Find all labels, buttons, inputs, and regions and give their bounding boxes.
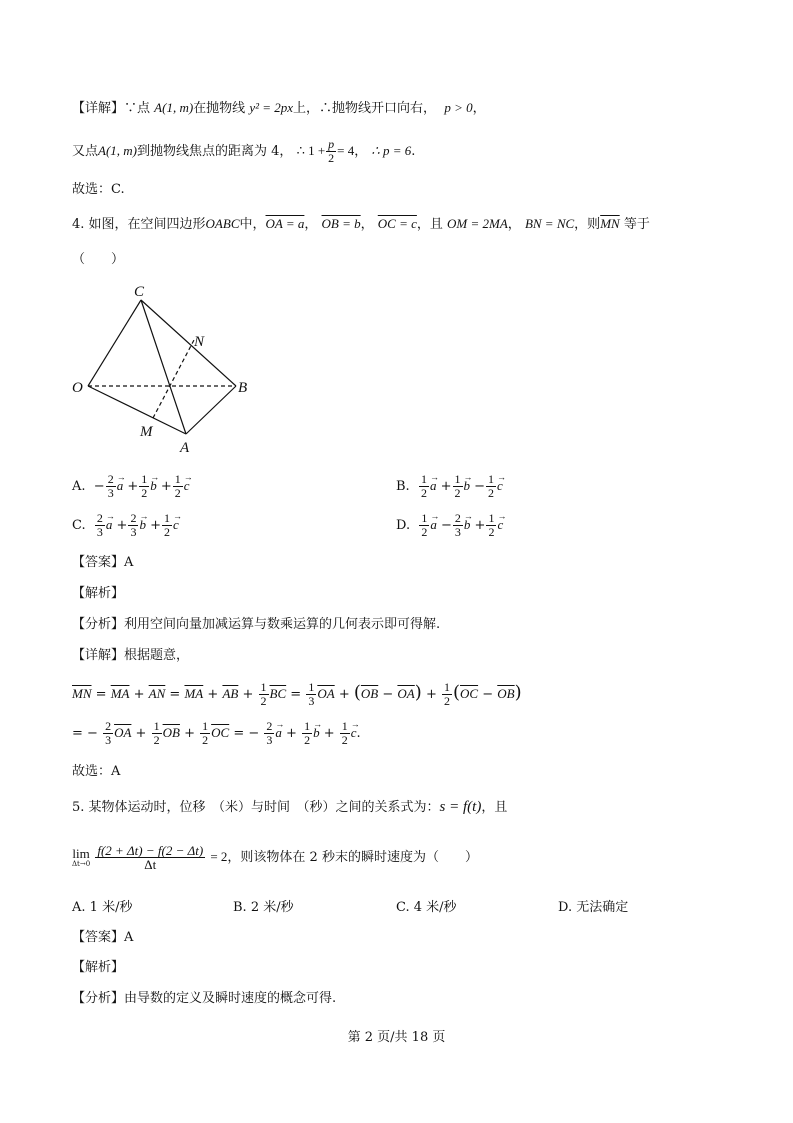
edge-OA <box>88 386 186 434</box>
option-B[interactable]: B. $\frac{1}{2}$ → a + $\frac{1}{2}$ → b − $\frac{1}{2}$ → c <box>396 470 503 503</box>
q5-option-B[interactable]: B. 2 米/秒 <box>233 900 294 915</box>
label-M: M <box>140 424 153 440</box>
q5-stem: 5. 某物体运动时，位移 （米）与时间 （秒）之间的关系式为：s = f(t)，且 <box>72 799 508 815</box>
q5-option-D[interactable]: D. 无法确定 <box>558 900 629 915</box>
option-A[interactable]: A. − $\frac{2}{3}$ → a + $\frac{1}{2}$ → b + $\frac{1}{2}$ → c <box>72 470 190 503</box>
q5-fenxi: 【分析】由导数的定义及瞬时速度的概念可得. <box>72 991 337 1006</box>
q4-detail: 【详解】根据题意， <box>72 648 190 663</box>
tetrahedron-figure <box>70 280 260 460</box>
segment-MN <box>153 340 194 418</box>
label-N: N <box>194 334 205 350</box>
q5-analysis-tag: 【解析】 <box>72 960 125 975</box>
q5-answer: 【答案】A <box>72 930 134 945</box>
edge-OC <box>88 300 141 386</box>
q3-answer: 故选：C. <box>72 182 125 197</box>
option-D[interactable]: D. $\frac{1}{2}$ → a − $\frac{2}{3}$ → b + $\frac{1}{2}$ → c <box>396 509 503 542</box>
q4-equation-2: = − $\frac{2}{3}$ $\overline{OA}$ + $\frac{1}{2}$ $\overline{OB}$ + $\frac{1}{2}$ $\overline{OC}$ = − $\frac{2}{3}$ → a + $\frac{1}{2}$ → b + $\frac{1}{2}$ → c. <box>72 718 361 749</box>
q5-option-C[interactable]: C. 4 米/秒 <box>396 900 457 915</box>
q4-final: 故选：A <box>72 764 121 779</box>
page-footer: 第 2 页/共 18 页 <box>347 1030 446 1045</box>
q4-fenxi: 【分析】利用空间向量加减运算与数乘运算的几何表示即可得解. <box>72 617 441 632</box>
detail-tag: 【详解】 <box>72 101 125 116</box>
q5-limit: lim Δt→0 $\frac{f(2 + \Delta t) - f(2 - \Delta t)}{\Delta t}$ = 2，则该物体在 2 秒末的瞬时速度为（ ） <box>72 843 478 872</box>
q4-stem: 4. 如图，在空间四边形OABC中，OA = a， OB = b， OC = c，且 OM = 2MA， BN = NC，则$\overline{MN}$ 等于 <box>72 216 650 232</box>
label-O: O <box>72 380 83 396</box>
q4-equation-1: $\overline{MN} = \overline{MA} + \overline{AN} = \overline{MA} + \overline{AB}$ + $\frac{1}{2}$ $\overline{BC}$ = $\frac{1}{3}$ $\overline{OA} + (\overline{OB} - \overline{OA})$ + $\frac{1}{2}$ $(\overline{OC} - \overline{OB})$ <box>72 680 522 708</box>
q4-analysis-tag: 【解析】 <box>72 586 125 601</box>
q4-paren: （ ） <box>72 252 125 267</box>
label-C: C <box>134 284 145 300</box>
label-B: B <box>238 380 248 396</box>
q5-option-A[interactable]: A. 1 米/秒 <box>72 900 133 915</box>
q4-answer: 【答案】A <box>72 555 134 570</box>
label-A: A <box>180 440 190 456</box>
q3-detail-line2: 又点A(1, m)到抛物线焦点的距离为 4， ∴ 1 + $\frac{p}{2}$ = 4， ∴ p = 6. <box>72 137 416 165</box>
option-C[interactable]: C. $\frac{2}{3}$ → a + $\frac{2}{3}$ → b + $\frac{1}{2}$ → c <box>72 509 179 542</box>
edge-AB <box>186 386 236 434</box>
q3-detail-line1: 【详解】∵点 A(1, m)在抛物线 y² = 2px上，∴抛物线开口向右， p > 0， <box>72 100 486 116</box>
